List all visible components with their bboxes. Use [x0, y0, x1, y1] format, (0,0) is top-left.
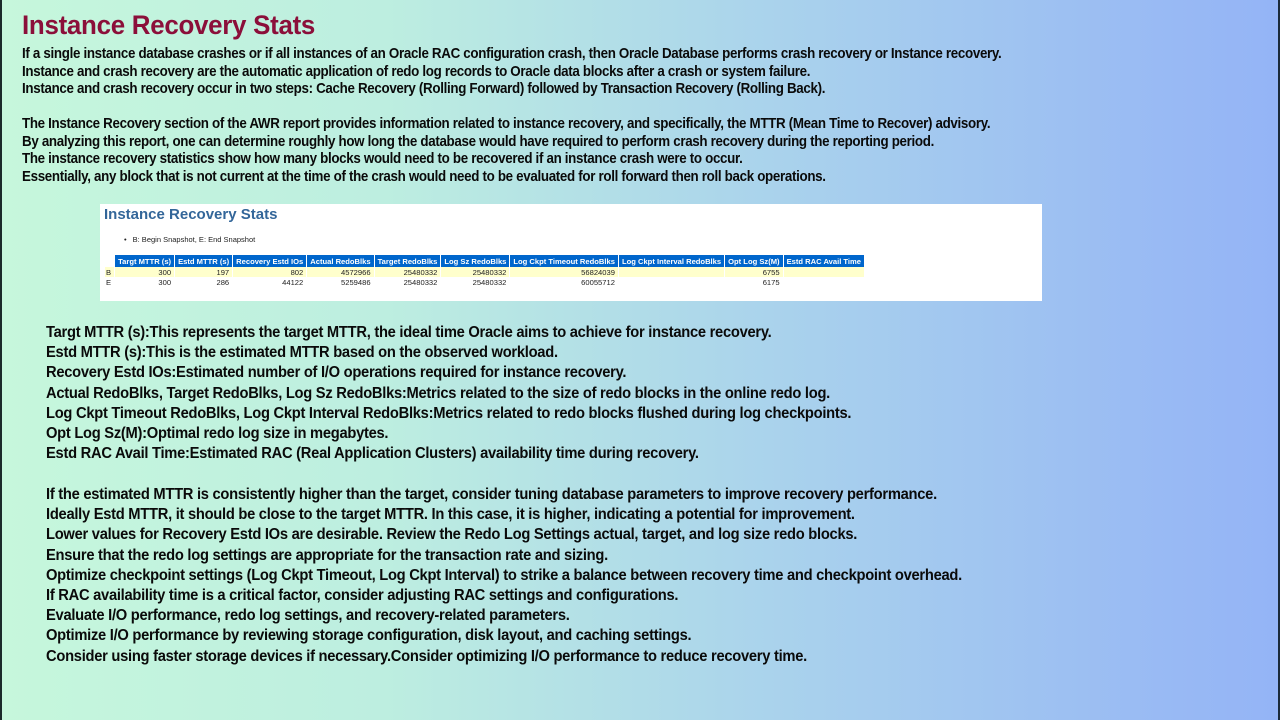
table-cell: 5259486 — [341, 277, 371, 287]
column-header: Actual RedoBlks — [307, 255, 373, 267]
report-note-text: B: Begin Snapshot, E: End Snapshot — [132, 235, 256, 244]
table-cell — [784, 277, 864, 287]
column-header: Target RedoBlks — [375, 255, 441, 267]
table-cell: 4572966 — [307, 267, 373, 277]
table-cell: 286 — [216, 277, 230, 287]
advice-item: Ensure that the redo log settings are appropriate for the transaction rate and sizing. — [46, 546, 608, 564]
intro-paragraph — [22, 46, 1001, 99]
definition-item: Recovery Estd IOs:Estimated number of I/O operations required for instance recovery. — [46, 364, 627, 382]
column-header: Estd RAC Avail Time — [784, 255, 864, 267]
awr-line: By analyzing this report, one can determine roughly how long the database would have required to perform crash recovery during the reporting period. — [22, 133, 934, 150]
table-cell: 25480332 — [375, 267, 441, 277]
advice-item: If RAC availability time is a critical factor, consider adjusting RAC settings and configurations. — [46, 586, 679, 604]
column-header: Recovery Estd IOs — [233, 255, 306, 267]
table-cell: 56824039 — [510, 267, 618, 277]
column-header: Log Sz RedoBlks — [441, 255, 509, 267]
table-cell — [784, 267, 864, 277]
column-header: Opt Log Sz(M) — [725, 255, 782, 267]
table-row — [105, 277, 864, 287]
intro-line: Instance and crash recovery occur in two steps: Cache Recovery (Rolling Forward) followed by Transaction Recovery (Rolling Back). — [22, 81, 826, 97]
table-cell: 197 — [175, 267, 232, 277]
table-cell: B — [105, 267, 114, 277]
intro-line: If a single instance database crashes or if all instances of an Oracle RAC configuration crash, then Oracle Database performs crash recovery or Instance recovery. — [22, 46, 1002, 62]
report-title: Instance Recovery Stats — [104, 206, 278, 223]
definition-item: Opt Log Sz(M):Optimal redo log size in megabytes. — [46, 424, 389, 442]
advice-item: Optimize checkpoint settings (Log Ckpt Timeout, Log Ckpt Interval) to strike a balance between recovery time and checkpoint overhead. — [46, 566, 962, 584]
table-cell: 802 — [233, 267, 306, 277]
table-cell: 6755 — [725, 267, 782, 277]
awr-line: The instance recovery statistics show how many blocks would need to be recovered if an instance crash were to occur. — [22, 151, 743, 167]
column-header: Estd MTTR (s) — [175, 255, 232, 267]
table-cell — [619, 277, 724, 287]
table-header-row — [105, 255, 864, 267]
table-cell: E — [106, 277, 112, 287]
page-title: Instance Recovery Stats — [22, 10, 316, 40]
advice-item: Consider using faster storage devices if necessary.Consider optimizing I/O performance to reduce recovery time. — [46, 647, 807, 665]
table-row — [105, 267, 864, 277]
definition-item: Estd MTTR (s):This is the estimated MTTR based on the observed workload. — [46, 344, 558, 362]
table-cell: 25480332 — [403, 277, 438, 287]
awr-paragraph — [22, 116, 990, 186]
awr-line: Essentially, any block that is not current at the time of the crash would need to be evaluated for roll forward then roll back operations. — [22, 168, 826, 185]
table-cell: 25480332 — [472, 277, 507, 287]
definition-item: Estd RAC Avail Time:Estimated RAC (Real Application Clusters) availability time during recovery. — [46, 445, 699, 463]
advice-item: Ideally Estd MTTR, it should be close to the target MTTR. In this case, it is higher, indicating a potential for improvement. — [46, 506, 855, 524]
table-cell: 6175 — [762, 277, 780, 287]
advice-item: Evaluate I/O performance, redo log settings, and recovery-related parameters. — [46, 607, 570, 625]
advice-list — [46, 485, 962, 667]
advice-item: Lower values for Recovery Estd IOs are desirable. Review the Redo Log Settings actual, target, and log size redo blocks. — [46, 526, 858, 544]
column-header: Log Ckpt Interval RedoBlks — [619, 255, 724, 267]
table-cell — [619, 267, 724, 277]
definition-item: Log Ckpt Timeout RedoBlks, Log Ckpt Interval RedoBlks:Metrics related to redo blocks flushed during log checkpoints. — [46, 404, 852, 422]
advice-item: Optimize I/O performance by reviewing storage configuration, disk layout, and caching settings. — [46, 627, 692, 645]
definition-item: Targt MTTR (s):This represents the target MTTR, the ideal time Oracle aims to achieve for instance recovery. — [46, 324, 772, 341]
instance-recovery-table — [104, 255, 865, 287]
definitions-list — [46, 323, 851, 464]
frame-border-left — [0, 0, 2, 720]
column-header: Targt MTTR (s) — [115, 255, 174, 267]
advice-item: If the estimated MTTR is consistently higher than the target, consider tuning database parameters to improve recovery performance. — [46, 486, 937, 503]
table-cell: 300 — [115, 267, 174, 277]
awr-line: The Instance Recovery section of the AWR report provides information related to instance recovery, and specifically, the MTTR (Mean Time to Recover) advisory. — [22, 116, 991, 132]
intro-line: Instance and crash recovery are the automatic application of redo log records to Oracle data blocks after a crash or system failure. — [22, 63, 811, 80]
awr-report-screenshot — [100, 204, 1042, 301]
table-cell: 60055712 — [581, 277, 615, 287]
table-cell: 44122 — [282, 277, 304, 287]
table-cell: 300 — [158, 277, 172, 287]
bullet-icon: • — [124, 235, 127, 244]
column-header — [105, 255, 114, 267]
table-cell: 25480332 — [441, 267, 509, 277]
definition-item: Actual RedoBlks, Target RedoBlks, Log Sz RedoBlks:Metrics related to the size of redo blocks in the online redo log. — [46, 384, 830, 402]
column-header: Log Ckpt Timeout RedoBlks — [510, 255, 618, 267]
report-note — [124, 235, 255, 244]
